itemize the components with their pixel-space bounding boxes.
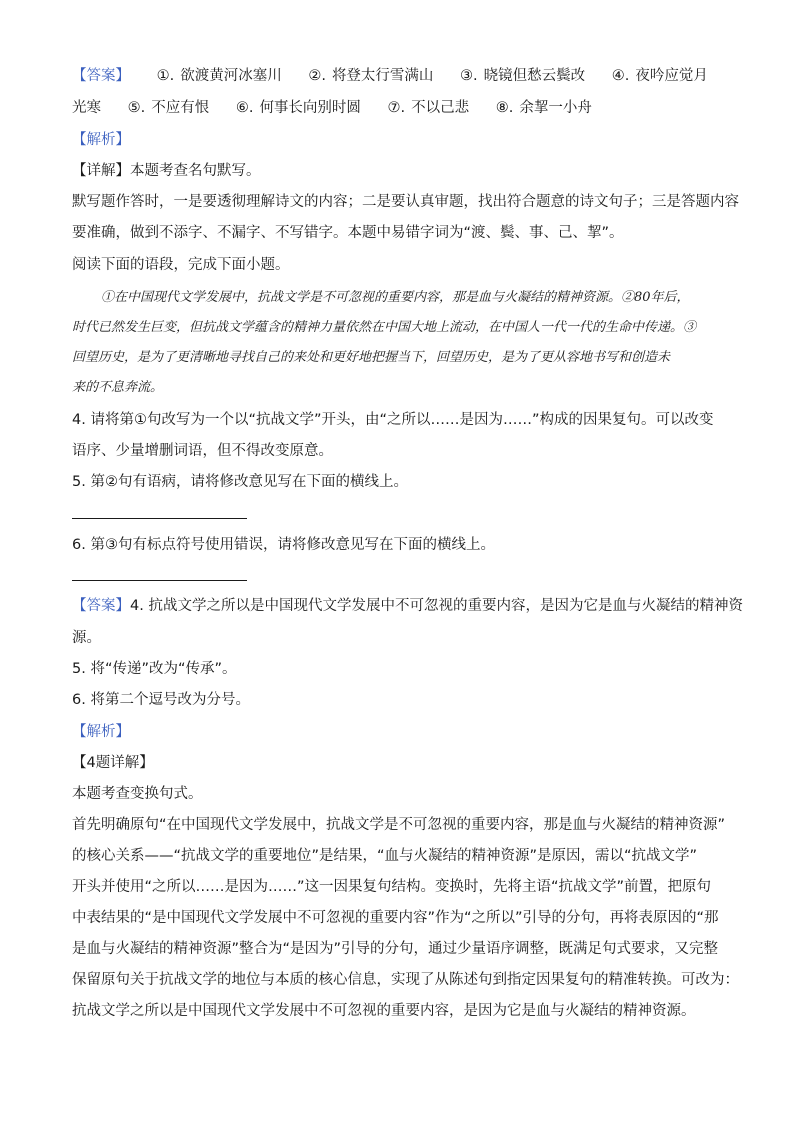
answer-cont: 光寒 [72, 100, 101, 116]
question-5: 5. 第②句有语病，请将修改意见写在下面的横线上。 [72, 474, 408, 490]
passage-line-2: 时代已然发生巨变，但抗战文学蕴含的精神力量依然在中国大地上流动，在中国人一代一代的生命中传递。③ [72, 320, 697, 335]
answer-blank-line-6 [72, 580, 247, 581]
answer2-text-1: 4. 抗战文学之所以是中国现代文学发展中不可忽视的重要内容，是因为它是血与火凝结的精神资 [130, 598, 743, 614]
answer-item-6: ⑥. 何事长向别时圆 [235, 100, 361, 116]
answer2-line-1 [72, 596, 743, 616]
answer-line-2 [72, 98, 592, 118]
analysis2-summary: 本题考查变换句式。 [72, 786, 203, 802]
analysis2-body-2: 的核心关系——“抗战文学的重要地位”是结果，“血与火凝结的精神资源”是原因，需以“抗战文学” [72, 848, 698, 864]
analysis2-body-5: 是血与火凝结的精神资源”整合为“是因为”引导的分句，通过少量语序调整，既满足句式要求，又完整 [72, 941, 719, 957]
answer-item-1: ①. 欲渡黄河冰塞川 [156, 68, 282, 84]
reading-intro: 阅读下面的语段，完成下面小题。 [72, 257, 290, 273]
analysis2-body-6: 保留原句关于抗战文学的地位与本质的核心信息，实现了从陈述句到指定因果复句的精准转换。可改为： [72, 972, 739, 988]
answer-item-3: ③. 晓镜但愁云鬓改 [460, 68, 586, 84]
answer-item-4: ④. 夜吟应觉月 [611, 68, 708, 84]
answer-line-1 [72, 66, 708, 86]
answer-item-5: ⑤. 不应有恨 [127, 100, 210, 116]
answer2-line-4: 6. 将第二个逗号改为分号。 [72, 692, 250, 708]
answer-tag: 【答案】 [72, 68, 130, 84]
passage-line-4: 来的不息奔流。 [72, 380, 164, 395]
passage-line-3: 回望历史，是为了更清晰地寻找自己的来处和更好地把握当下，回望历史，是为了更从容地书写和创造未 [72, 350, 671, 365]
answer2-tag: 【答案】 [72, 598, 130, 614]
analysis-text-2: 要准确，做到不添字、不漏字、不写错字。本题中易错字词为“渡、鬓、事、己、挈”。 [72, 225, 624, 241]
analysis2-tag: 【解析】 [72, 724, 130, 740]
analysis2-body-1: 首先明确原句“在中国现代文学发展中，抗战文学是不可忽视的重要内容，那是血与火凝结的精神资源” [72, 817, 726, 833]
analysis2-body-3: 开头并使用“之所以……是因为……”这一因果复句结构。变换时，先将主语“抗战文学”前置，把原句 [72, 879, 712, 895]
answer-item-2: ②. 将登太行雪满山 [308, 68, 434, 84]
passage-line-1: ①在中国现代文学发展中，抗战文学是不可忽视的重要内容，那是血与火凝结的精神资源。②80年后， [101, 290, 690, 305]
answer2-line-3: 5. 将“传递”改为“传承”。 [72, 661, 237, 677]
detail-line: 【详解】本题考查名句默写。 [72, 163, 261, 179]
question-6: 6. 第③句有标点符号使用错误，请将修改意见写在下面的横线上。 [72, 537, 495, 553]
analysis-tag: 【解析】 [72, 132, 130, 148]
analysis2-body-4: 中表结果的“是中国现代文学发展中不可忽视的重要内容”作为“之所以”引导的分句，再将表原因的“那 [72, 910, 719, 926]
answer2-line-2: 源。 [72, 630, 101, 646]
analysis2-sub: 【4题详解】 [72, 755, 154, 771]
analysis-text-1: 默写题作答时，一是要透彻理解诗文的内容；二是要认真审题，找出符合题意的诗文句子；三是答题内容 [72, 194, 739, 210]
answer-item-8: ⑧. 余挈一小舟 [495, 100, 592, 116]
question-4-line-1: 4. 请将第①句改写为一个以“抗战文学”开头，由“之所以……是因为……”构成的因果复句。可以改变 [72, 412, 714, 428]
answer-item-7: ⑦. 不以己悲 [387, 100, 470, 116]
question-4-line-2: 语序、少量增删词语，但不得改变原意。 [72, 443, 333, 459]
answer-blank-line-5 [72, 518, 247, 519]
analysis2-body-7: 抗战文学之所以是中国现代文学发展中不可忽视的重要内容，是因为它是血与火凝结的精神资源。 [72, 1003, 696, 1019]
